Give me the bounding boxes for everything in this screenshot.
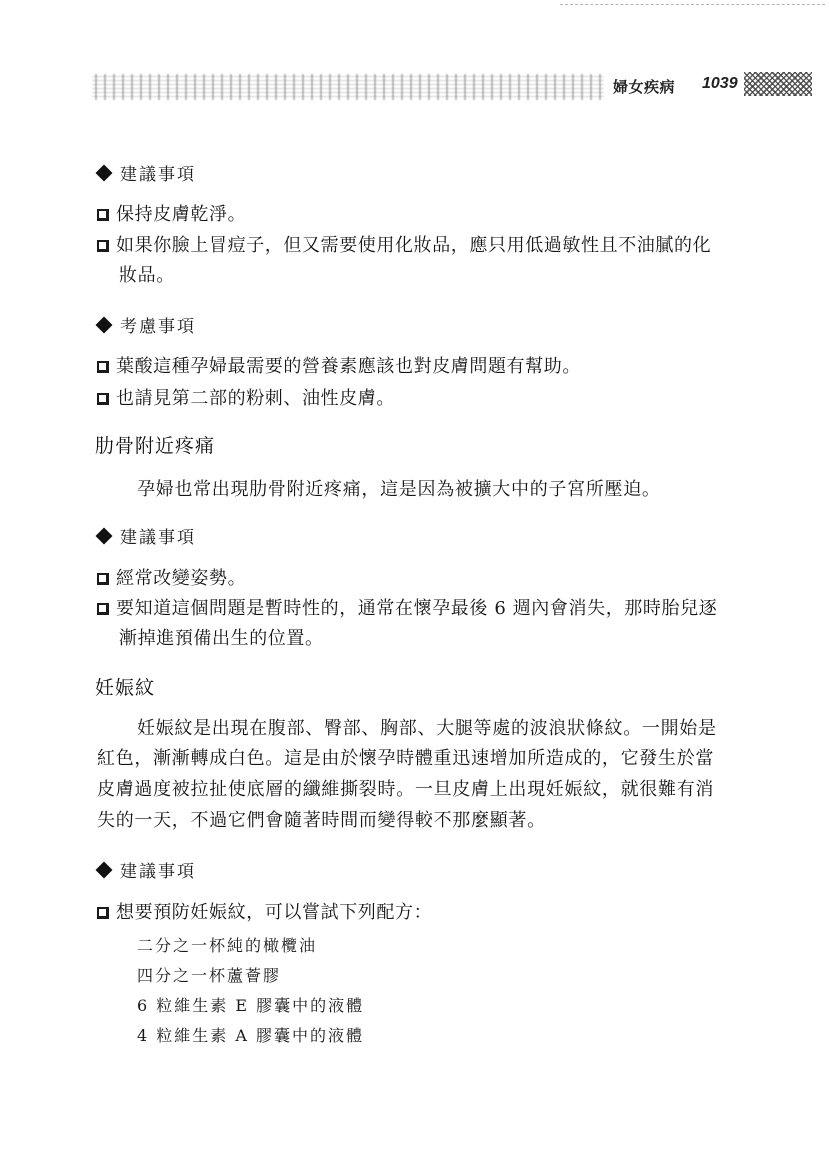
diamond-bullet-icon [96, 316, 113, 333]
page-number: 1039 [702, 75, 738, 92]
checkbox-icon [97, 907, 109, 919]
checklist-item-text: 要知道這個問題是暫時性的，通常在懷孕最後 6 週內會消失，那時胎兒逐 [116, 598, 718, 619]
checklist-item-text: 保持皮膚乾淨。 [116, 204, 247, 225]
section-heading-text: 建議事項 [120, 528, 196, 548]
topic-heading-rib-pain: 肋骨附近疼痛 [95, 435, 216, 457]
rib-pain-paragraph: 孕婦也常出現肋骨附近疼痛，這是因為被擴大中的子宮所壓迫。 [137, 479, 661, 500]
checklist-item [97, 898, 432, 928]
section-heading-suggestions-1 [95, 160, 196, 185]
running-header-chapter: 婦女疾病 [613, 78, 676, 96]
recipe-ingredient: 二分之一杯純的橄欖油 [137, 936, 318, 955]
checklist-item-text: 想要預防妊娠紋，可以嘗試下列配方： [116, 902, 433, 923]
section-heading-considerations [95, 312, 196, 337]
checklist-item [97, 384, 395, 414]
checklist-item [97, 231, 711, 291]
checkbox-icon [97, 240, 109, 252]
checklist-item [97, 564, 246, 594]
checklist-item-text: 葉酸這種孕婦最需要的營養素應該也對皮膚問題有幫助。 [116, 356, 581, 377]
checkbox-icon [97, 209, 109, 221]
checklist-item [97, 200, 246, 230]
diamond-bullet-icon [96, 527, 113, 544]
checklist-item-continuation: 妝品。 [119, 265, 175, 286]
checkbox-icon [97, 603, 109, 615]
checkbox-icon [97, 393, 109, 405]
stretch-paragraph-line: 妊娠紋是出現在腹部、臀部、胸部、大腿等處的波浪狀條紋。一開始是 [137, 718, 717, 739]
header-pattern-block [744, 72, 812, 96]
header-decorative-band [92, 74, 604, 100]
checkbox-icon [97, 573, 109, 585]
recipe-ingredient: 4 粒維生素 A 膠囊中的液體 [137, 1026, 364, 1045]
checklist-item-continuation: 漸掉進預備出生的位置。 [119, 628, 324, 649]
section-heading-text: 建議事項 [120, 862, 196, 882]
section-heading-suggestions-3 [95, 857, 196, 882]
stretch-paragraph-line: 失的一天，不過它們會隨著時間而變得較不那麼顯著。 [97, 810, 546, 831]
recipe-ingredient: 6 粒維生素 E 膠囊中的液體 [137, 996, 365, 1015]
stretch-paragraph-line: 皮膚過度被拉扯使底層的纖維撕裂時。一旦皮膚上出現妊娠紋，就很難有消 [97, 779, 715, 800]
checkbox-icon [97, 361, 109, 373]
topic-heading-stretch-marks: 妊娠紋 [95, 677, 156, 699]
section-heading-suggestions-2 [95, 523, 196, 548]
recipe-ingredient: 四分之一杯蘆薈膠 [137, 966, 282, 985]
scan-edge-line [560, 4, 825, 5]
diamond-bullet-icon [96, 861, 113, 878]
section-heading-text: 考慮事項 [120, 317, 196, 337]
checklist-item-text: 經常改變姿勢。 [116, 568, 247, 589]
diamond-bullet-icon [96, 164, 113, 181]
stretch-paragraph-line: 紅色，漸漸轉成白色。這是由於懷孕時體重迅速增加所造成的，它發生於當 [97, 748, 715, 769]
checklist-item-text: 也請見第二部的粉刺、油性皮膚。 [116, 388, 395, 409]
checklist-item [97, 594, 717, 654]
checklist-item [97, 352, 581, 382]
section-heading-text: 建議事項 [120, 165, 196, 185]
checklist-item-text: 如果你臉上冒痘子，但又需要使用化妝品，應只用低過敏性且不油膩的化 [116, 235, 712, 256]
